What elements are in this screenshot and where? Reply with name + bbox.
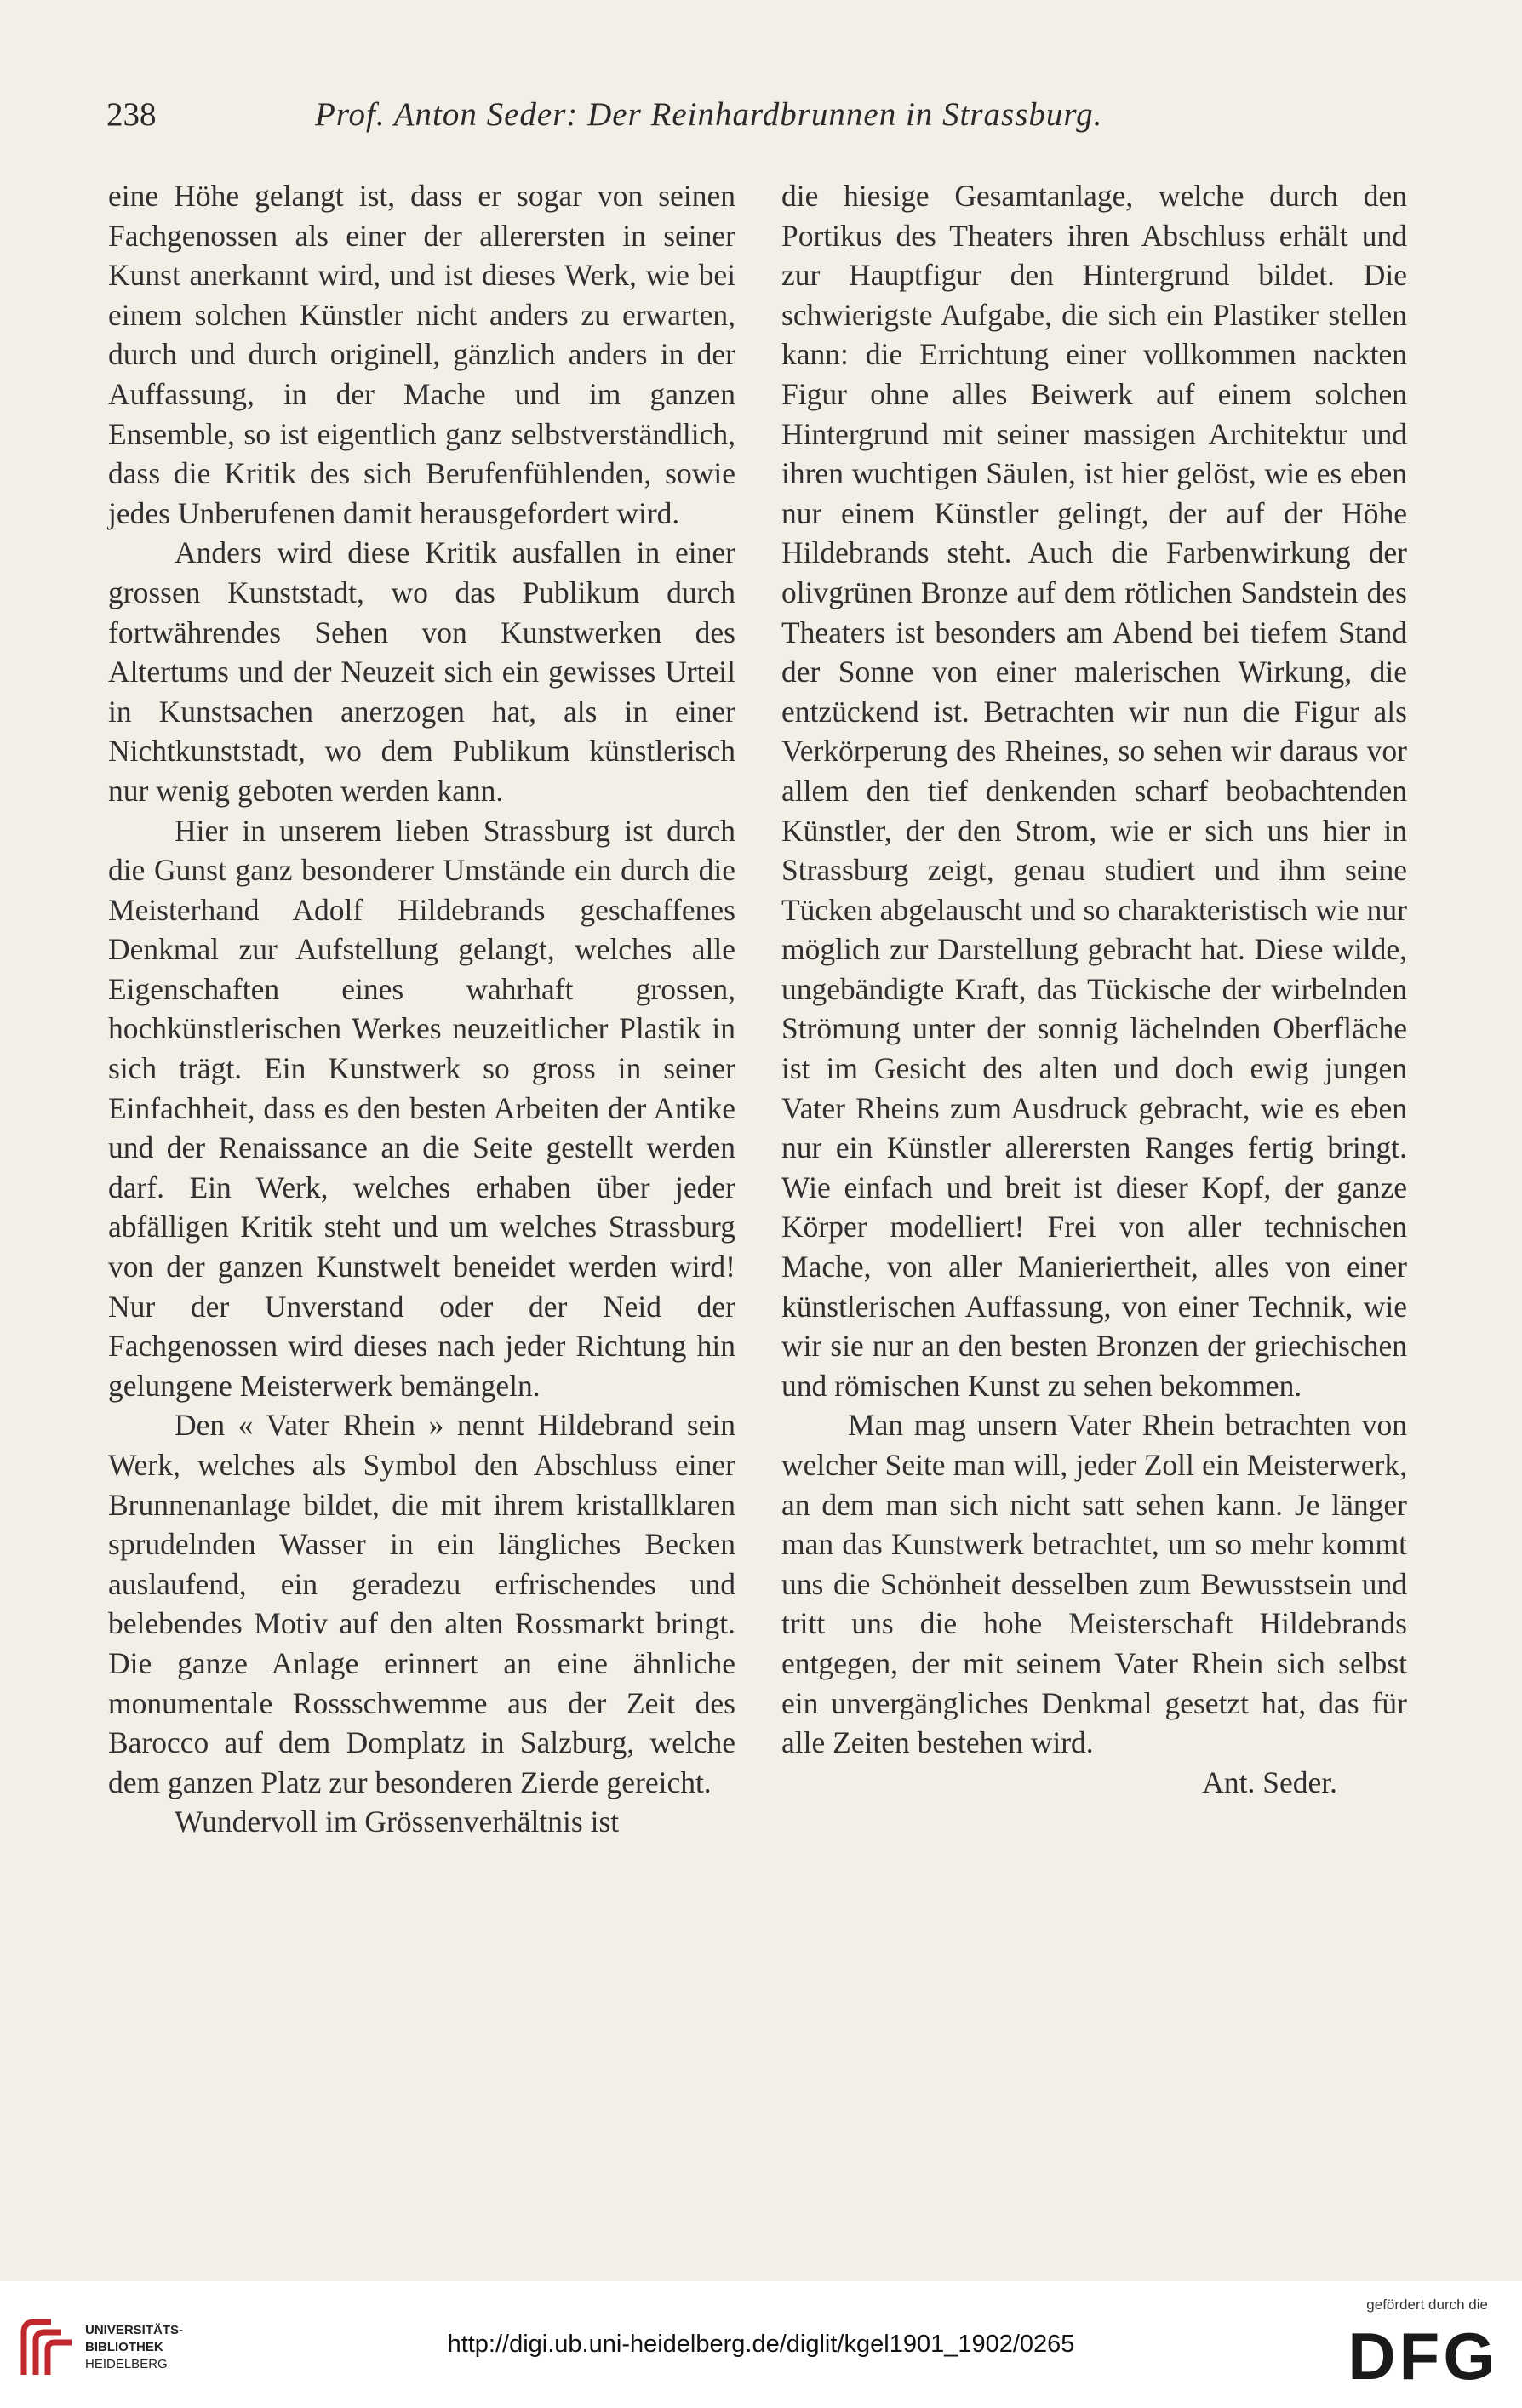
library-name-line: HEIDELBERG bbox=[85, 2357, 168, 2371]
running-head: Prof. Anton Seder: Der Reinhardbrunnen in Strassburg. bbox=[315, 96, 1103, 133]
page-number: 238 bbox=[106, 96, 157, 133]
paragraph: eine Höhe gelangt ist, dass er sogar von seinen Fachgenossen als einer der allerersten in seiner Kunst anerkannt wird, und ist dieses Werk, wie bei einem solchen Künstler nicht anders zu erwarten, durch und durch originell, gänzlich anders in der Auffassung, in der Mache und im ganzen Ensemble, so ist eigentlich ganz selbstverständlich, dass die Kritik des sich Berufenfühlenden, sowie jedes Unberufenen damit herausgefordert wird. bbox=[108, 179, 735, 530]
paragraph: Man mag unsern Vater Rhein betrachten von welcher Seite man will, jeder Zoll ein Meisterwerk, an dem man sich nicht satt sehen kann. Je länger man das Kunstwerk betrachtet, um so mehr kommt uns die Schönheit desselben zum Bewusstsein und tritt uns die hohe Meisterschaft Hildebrands entgegen, der mit seinem Vater Rhein sich selbst ein unvergängliches Denkmal gesetzt hat, das für alle Zeiten bestehen wird. bbox=[781, 1408, 1407, 1760]
university-library-logo-icon bbox=[17, 2315, 78, 2382]
dfg-logo: DFG bbox=[1347, 2319, 1498, 2394]
paragraph: Wundervoll im Grössenverhältnis ist bbox=[175, 1805, 620, 1839]
permalink-url[interactable]: http://digi.ub.uni-heidelberg.de/diglit/kgel1901_1902/0265 bbox=[447, 2331, 1075, 2358]
author-signature: Ant. Seder. bbox=[1202, 1765, 1337, 1799]
library-name bbox=[85, 2322, 183, 2373]
funding-caption: gefördert durch die bbox=[1366, 2296, 1488, 2313]
footer-bar bbox=[0, 2281, 1522, 2408]
paragraph: Den « Vater Rhein » nennt Hildebrand sein Werk, welches als Symbol den Abschluss einer Brunnenanlage bildet, die mit ihrem kristallklaren sprudelnden Wasser in ein längliches Becken auslaufend, ein geradezu erfrischendes und belebendes Motiv auf den alten Rossmarkt bringt. Die ganze Anlage erinnert an eine ähnliche monumentale Rossschwemme aus der Zeit des Barocco auf dem Domplatz in Salzburg, welche dem ganzen Platz zur besonderen Zierde gereicht. bbox=[108, 1408, 735, 1799]
paragraph: Hier in unserem lieben Strassburg ist durch die Gunst ganz besonderer Umstände ein durch die Meisterhand Adolf Hildebrands geschaffenes Denkmal zur Aufstellung gelangt, welches alle Eigenschaften eines wahrhaft grossen, hochkünstlerischen Werkes neuzeitlicher Plastik in sich trägt. Ein Kunstwerk so gross in seiner Einfachheit, dass es den besten Arbeiten der Antike und der Renaissance an die Seite gestellt werden darf. Ein Werk, welches erhaben über jeder abfälligen Kritik steht und um welches Strassburg von der ganzen Kunstwelt beneidet werden wird! Nur der Unverstand oder der Neid der Fachgenossen wird dieses nach jeder Richtung hin gelungene Meisterwerk bemängeln. bbox=[108, 813, 735, 1403]
library-name-line: BIBLIOTHEK bbox=[85, 2340, 163, 2354]
right-column bbox=[781, 176, 1407, 1802]
library-name-line: UNIVERSITÄTS- bbox=[85, 2323, 184, 2337]
paragraph: die hiesige Gesamtanlage, welche durch den Portikus des Theaters ihren Abschluss erhält und zur Hauptfigur den Hintergrund bildet. Die schwierigste Aufgabe, die sich ein Plastiker stellen kann: die Errichtung einer vollkommen nackten Figur ohne alles Beiwerk auf einem solchen Hintergrund mit seiner massigen Architektur und ihren wuchtigen Säulen, ist hier gelöst, wie es eben nur einem Künstler gelingt, der auf der Höhe Hildebrands steht. Auch die Farbenwirkung der olivgrünen Bronze auf dem rötlichen Sandstein des Theaters ist besonders am Abend bei tiefem Stand der Sonne von einer malerischen Wirkung, die entzückend ist. Betrachten wir nun die Figur als Verkörperung des Rheines, so sehen wir daraus vor allem den tief denkenden scharf beobachtenden Künstler, der den Strom, wie er sich uns hier in Strassburg zeigt, genau studiert und ihm seine Tücken abgelauscht und so charakteristisch wie nur möglich zur Darstellung gebracht hat. Diese wilde, ungebändigte Kraft, das Tückische der wirbelnden Strömung unter der sonnig lächelnden Oberfläche ist im Gesicht des alten und doch ewig jungen Vater Rheins zum Ausdruck gebracht, wie es eben nur ein Künstler allerersten Ranges fertig bringt. Wie einfach und breit ist dieser Kopf, der ganze Körper modelliert! Frei von aller technischen Mache, von aller Manieriertheit, alles von einer künstlerischen Auffassung, von einer Technik, wie wir sie nur an den besten Bronzen der griechischen und römischen Kunst zu sehen bekommen. bbox=[781, 179, 1407, 1403]
paragraph: Anders wird diese Kritik ausfallen in einer grossen Kunststadt, wo das Publikum durch fortwährendes Sehen von Kunstwerken des Altertums und der Neuzeit sich ein gewisses Urteil in Kunstsachen anerzogen hat, als in einer Nichtkunststadt, wo dem Publikum künstlerisch nur wenig geboten werden kann. bbox=[108, 535, 735, 808]
left-column bbox=[108, 176, 735, 1842]
